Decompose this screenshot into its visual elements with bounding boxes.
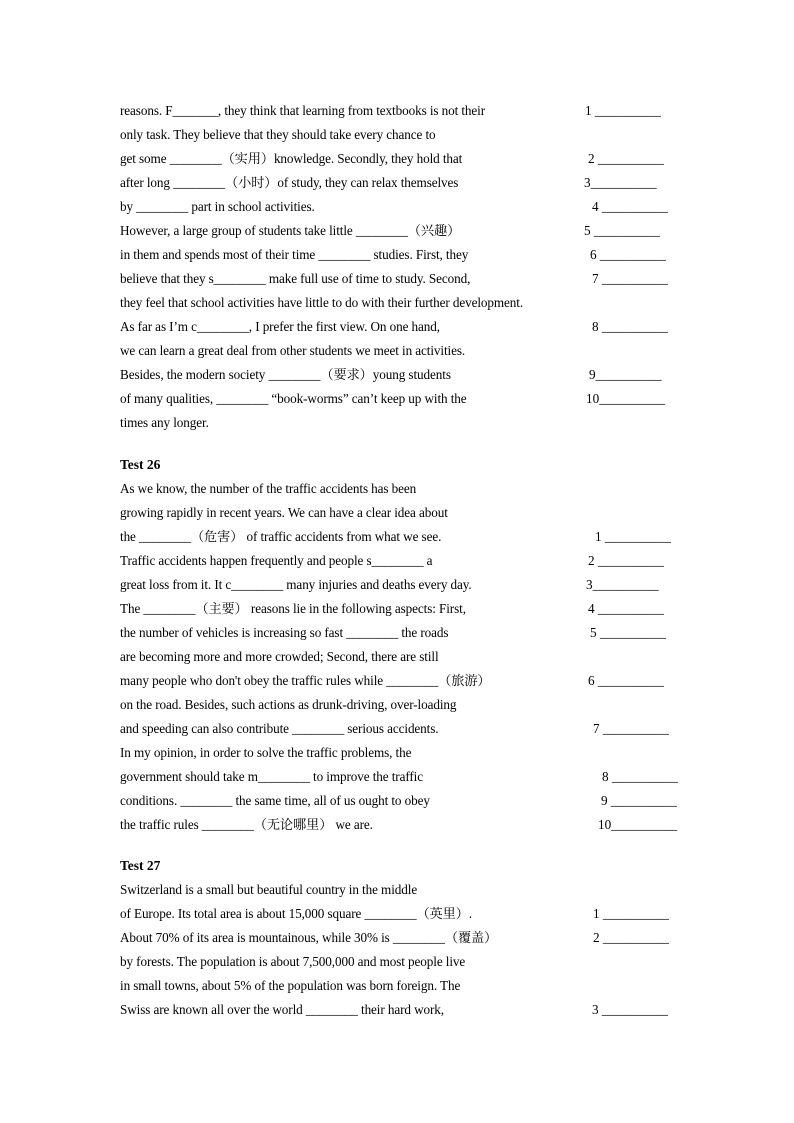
answer-blank: 1 __________	[593, 906, 669, 921]
line-text: on the road. Besides, such actions as drunk-driving, over-loading	[120, 697, 457, 712]
passage-line	[120, 720, 720, 744]
passage-line	[120, 792, 720, 816]
answer-blank: 4 __________	[592, 199, 668, 214]
passage-line	[120, 744, 720, 768]
line-text: times any longer.	[120, 415, 209, 430]
answer-blank: 6 __________	[590, 247, 666, 262]
line-text: The ________（主要） reasons lie in the following aspects: First,	[120, 601, 466, 616]
passage-line	[120, 480, 720, 504]
passage-line	[120, 414, 720, 438]
passage-line	[120, 552, 720, 576]
passage-line	[120, 816, 720, 840]
passage-line	[120, 881, 720, 905]
passage-line	[120, 150, 720, 174]
line-text: of many qualities, ________ “book-worms” can’t keep up with the	[120, 391, 467, 406]
line-text: conditions. ________ the same time, all of us ought to obey	[120, 793, 430, 808]
line-text: by forests. The population is about 7,500,000 and most people live	[120, 954, 466, 969]
passage-line	[120, 696, 720, 720]
line-text: growing rapidly in recent years. We can have a clear idea about	[120, 505, 448, 520]
line-text: in them and spends most of their time ________ studies. First, they	[120, 247, 469, 262]
passage-line	[120, 126, 720, 150]
answer-blank: 8 __________	[592, 319, 668, 334]
passage-line	[120, 102, 720, 126]
passage-line	[120, 977, 720, 1001]
passage-line	[120, 270, 720, 294]
answer-blank: 5 __________	[590, 625, 666, 640]
line-text: are becoming more and more crowded; Second, there are still	[120, 649, 439, 664]
answer-blank: 9 __________	[601, 793, 677, 808]
answer-blank: 2 __________	[593, 930, 669, 945]
line-text: Swiss are known all over the world ________ their hard work,	[120, 1002, 444, 1017]
answer-blank: 2 __________	[588, 553, 664, 568]
answer-blank: 9__________	[589, 367, 662, 382]
passage-line	[120, 576, 720, 600]
answer-blank: 10__________	[586, 391, 666, 406]
passage-line	[120, 528, 720, 552]
line-text: we can learn a great deal from other students we meet in activities.	[120, 343, 466, 358]
passage-line	[120, 648, 720, 672]
answer-blank: 6 __________	[588, 673, 664, 688]
line-text: great loss from it. It c________ many injuries and deaths every day.	[120, 577, 472, 592]
passage-line	[120, 905, 720, 929]
answer-blank: 2 __________	[588, 151, 664, 166]
answer-blank: 4 __________	[588, 601, 664, 616]
passage-line	[120, 600, 720, 624]
passage-line	[120, 294, 720, 318]
passage-line	[120, 390, 720, 414]
passage-line	[120, 318, 720, 342]
section-heading: Test 26	[120, 457, 161, 472]
line-text: reasons. F_______, they think that learning from textbooks is not their	[120, 103, 486, 118]
line-text: As far as I’m c________, I prefer the first view. On one hand,	[120, 319, 440, 334]
answer-blank: 10__________	[598, 817, 678, 832]
line-text: the number of vehicles is increasing so fast ________ the roads	[120, 625, 449, 640]
answer-blank: 3 __________	[592, 1002, 668, 1017]
passage-line	[120, 198, 720, 222]
line-text: in small towns, about 5% of the population was born foreign. The	[120, 978, 461, 993]
section-heading: Test 27	[120, 858, 161, 873]
answer-blank: 7 __________	[593, 721, 669, 736]
line-text: of Europe. Its total area is about 15,000 square ________（英里）.	[120, 906, 472, 921]
line-text: after long ________（小时）of study, they can relax themselves	[120, 175, 459, 190]
line-text: only task. They believe that they should take every chance to	[120, 127, 436, 142]
line-text: About 70% of its area is mountainous, while 30% is ________（覆盖）	[120, 930, 498, 945]
answer-blank: 8 __________	[602, 769, 678, 784]
passage-line	[120, 768, 720, 792]
line-text: Traffic accidents happen frequently and people s________ a	[120, 553, 433, 568]
passage-line	[120, 342, 720, 366]
passage-line	[120, 504, 720, 528]
line-text: and speeding can also contribute ________ serious accidents.	[120, 721, 439, 736]
answer-blank: 1 __________	[585, 103, 661, 118]
passage-line	[120, 366, 720, 390]
answer-blank: 3__________	[586, 577, 659, 592]
passage-line	[120, 929, 720, 953]
passage-line	[120, 246, 720, 270]
answer-blank: 7 __________	[592, 271, 668, 286]
answer-blank: 1 __________	[595, 529, 671, 544]
passage-line	[120, 624, 720, 648]
answer-blank: 3__________	[584, 175, 657, 190]
passage-line	[120, 174, 720, 198]
passage-line	[120, 222, 720, 246]
passage-line	[120, 672, 720, 696]
line-text: they feel that school activities have little to do with their further development.	[120, 295, 524, 310]
line-text: Besides, the modern society ________（要求）young students	[120, 367, 451, 382]
passage-line	[120, 953, 720, 977]
line-text: believe that they s________ make full use of time to study. Second,	[120, 271, 471, 286]
line-text: the traffic rules ________（无论哪里） we are.	[120, 817, 373, 832]
answer-blank: 5 __________	[584, 223, 660, 238]
line-text: However, a large group of students take little ________（兴趣）	[120, 223, 461, 238]
line-text: many people who don't obey the traffic rules while ________（旅游）	[120, 673, 491, 688]
passage-line	[120, 1001, 720, 1025]
line-text: As we know, the number of the traffic accidents has been	[120, 481, 417, 496]
line-text: by ________ part in school activities.	[120, 199, 315, 214]
line-text: government should take m________ to improve the traffic	[120, 769, 423, 784]
line-text: Switzerland is a small but beautiful country in the middle	[120, 882, 418, 897]
line-text: In my opinion, in order to solve the traffic problems, the	[120, 745, 412, 760]
line-text: get some ________（实用）knowledge. Secondly, they hold that	[120, 151, 463, 166]
line-text: the ________（危害） of traffic accidents from what we see.	[120, 529, 442, 544]
